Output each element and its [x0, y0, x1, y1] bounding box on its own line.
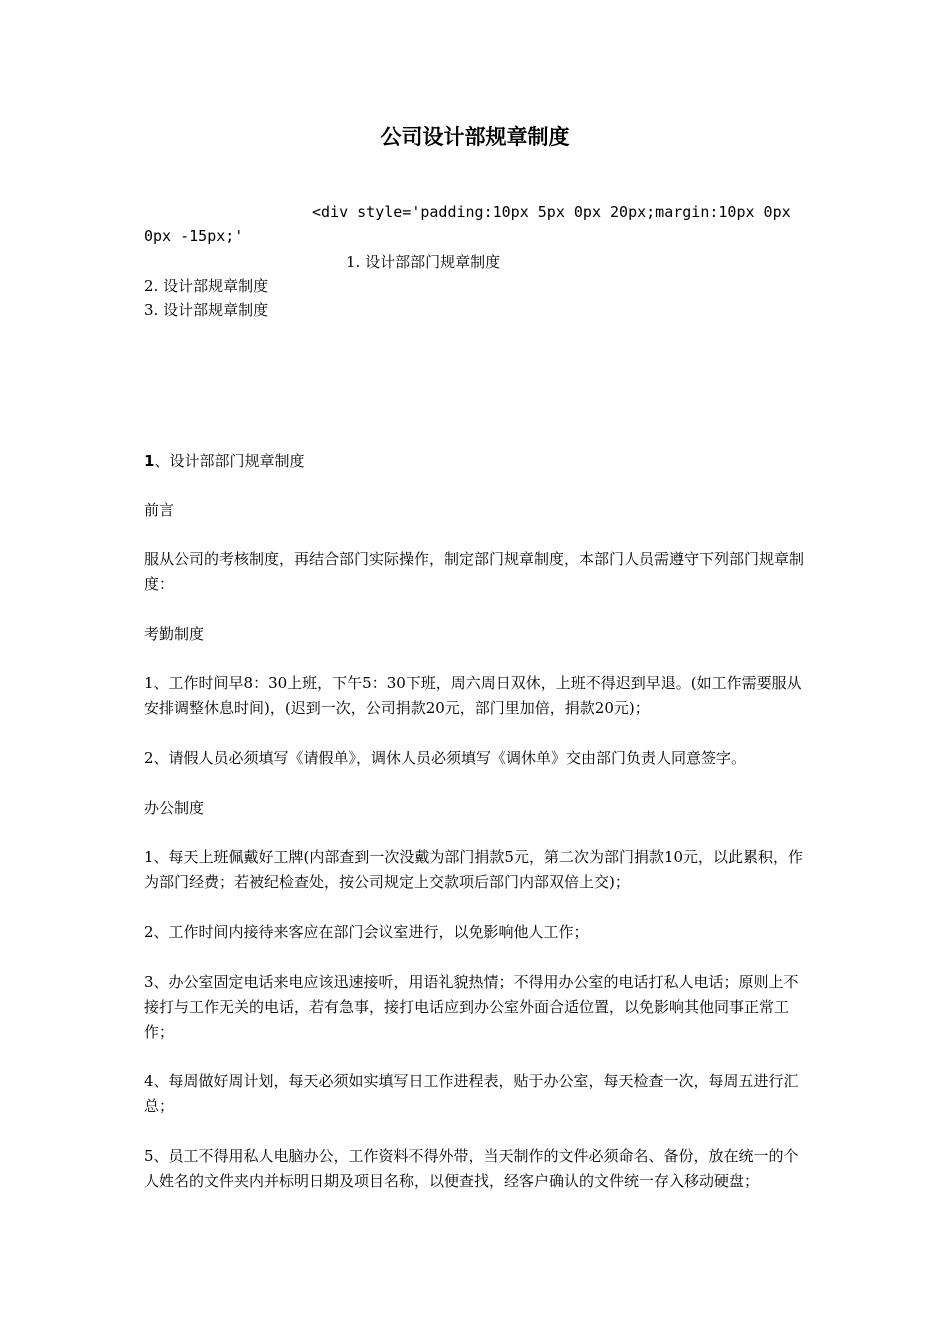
attendance-item-1: 1、工作时间早8：30上班，下午5：30下班，周六周日双休，上班不得迟到早退。(如工作需要服从安排调整休息时间)，(迟到一次，公司捐款20元，部门里加倍，捐款20元)；: [144, 674, 802, 717]
office-label: 办公制度: [144, 799, 205, 817]
section-heading: [144, 449, 812, 474]
attendance-label: 考勤制度: [144, 625, 205, 643]
office-item-2: 2、工作时间内接待来客应在部门会议室进行，以免影响他人工作；: [144, 923, 589, 941]
preface-label: 前言: [144, 501, 175, 519]
toc-item-1: 1. 设计部部门规章制度: [346, 253, 501, 271]
section-number: 1: [144, 452, 155, 470]
code-fragment-line-2: 0px -15px;': [144, 227, 244, 245]
office-item-5: 5、员工不得用私人电脑办公，工作资料不得外带，当天制作的文件必须命名、备份，放在统一的个人姓名的文件夹内并标明日期及项目名称，以便查找，经客户确认的文件统一存入移动硬盘；: [144, 1147, 799, 1190]
office-item-1: 1、每天上班佩戴好工牌(内部查到一次没戴为部门捐款5元，第二次为部门捐款10元，以此累积，作为部门经费；若被纪检查处，按公司规定上交款项后部门内部双倍上交)；: [144, 848, 804, 891]
section-heading-text: 、设计部部门规章制度: [154, 452, 305, 470]
attendance-item-2: 2、请假人员必须填写《请假单》，调休人员必须填写《调休单》交由部门负责人同意签字。: [144, 749, 747, 767]
code-fragment-line-1: <div style='padding:10px 5px 0px 20px;margin:10px 0px: [312, 203, 791, 221]
document-title: 公司设计部规章制度: [380, 125, 570, 149]
office-item-3: 3、办公室固定电话来电应该迅速接听，用语礼貌热情；不得用办公室的电话打私人电话；原则上不接打与工作无关的电话，若有急事，接打电话应到办公室外面合适位置，以免影响其他同事正常工作；: [144, 973, 799, 1041]
toc-item-2: 2. 设计部规章制度: [144, 277, 269, 295]
toc-item-3: 3. 设计部规章制度: [144, 301, 269, 319]
office-item-4: 4、每周做好周计划，每天必须如实填写日工作进程表，贴于办公室，每天检查一次，每周五进行汇总；: [144, 1072, 799, 1115]
intro-paragraph: 服从公司的考核制度，再结合部门实际操作，制定部门规章制度，本部门人员需遵守下列部门规章制度：: [144, 550, 805, 593]
